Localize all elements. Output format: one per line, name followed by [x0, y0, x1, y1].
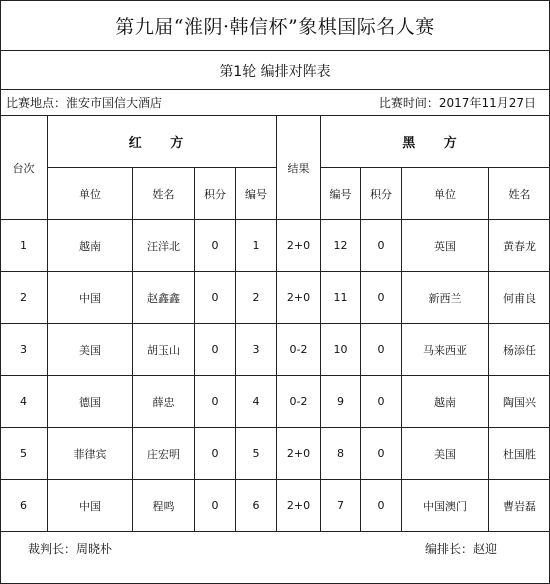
cell-red-number: 5 — [252, 447, 260, 460]
cell-black-number: 10 — [333, 343, 348, 356]
header-black-name: 姓名 — [508, 187, 531, 201]
cell-black-number: 11 — [333, 291, 348, 304]
cell-black-number: 7 — [337, 499, 344, 512]
cell-black-unit: 越南 — [434, 395, 456, 409]
date-text: 比赛时间：2017年11月27日 — [378, 96, 536, 110]
cell-red-unit: 中国 — [79, 291, 101, 305]
header-red-name: 姓名 — [152, 187, 175, 201]
header-black-side: 黑 方 — [402, 136, 469, 151]
cell-black-name: 曹岩磊 — [503, 499, 536, 513]
header-table-no: 台次 — [12, 161, 35, 175]
cell-red-number: 4 — [252, 395, 260, 408]
cell-table-no: 1 — [20, 239, 27, 252]
cell-black-unit: 英国 — [434, 239, 456, 253]
header-result: 结果 — [287, 161, 310, 175]
cell-result: 0-2 — [289, 343, 308, 356]
cell-red-number: 6 — [252, 499, 260, 512]
cell-red-number: 1 — [252, 239, 260, 252]
cell-black-points: 0 — [377, 447, 385, 460]
cell-red-number: 3 — [252, 343, 260, 356]
cell-table-no: 6 — [20, 499, 27, 512]
cell-black-unit: 马来西亚 — [423, 343, 467, 357]
header-red-unit: 单位 — [79, 187, 101, 201]
cell-result: 2+0 — [286, 239, 311, 252]
cell-table-no: 4 — [20, 395, 27, 408]
header-red-number: 编号 — [245, 187, 267, 201]
cell-red-name: 汪洋北 — [147, 239, 180, 253]
cell-red-name: 胡玉山 — [147, 343, 180, 357]
cell-red-name: 薛忠 — [152, 395, 175, 409]
cell-table-no: 3 — [20, 343, 27, 356]
cell-red-unit: 中国 — [79, 499, 101, 513]
cell-black-unit: 新西兰 — [428, 291, 462, 305]
round-subtitle: 第1轮 编排对阵表 — [219, 64, 331, 80]
cell-table-no: 2 — [20, 291, 27, 304]
cell-black-unit: 中国澳门 — [423, 499, 467, 513]
chief-arranger: 编排长：赵迎 — [425, 542, 498, 556]
header-black-unit: 单位 — [434, 187, 456, 201]
cell-red-name: 庄宏明 — [147, 447, 180, 461]
cell-black-name: 杜国胜 — [503, 447, 536, 461]
cell-red-points: 0 — [211, 343, 219, 356]
cell-black-points: 0 — [377, 239, 385, 252]
cell-red-name: 程鸣 — [152, 499, 175, 513]
cell-black-points: 0 — [377, 499, 385, 512]
cell-table-no: 5 — [20, 447, 27, 460]
cell-result: 2+0 — [286, 291, 311, 304]
cell-red-unit: 越南 — [79, 239, 101, 253]
header-red-side: 红 方 — [128, 136, 196, 151]
cell-result: 2+0 — [286, 447, 311, 460]
cell-red-unit: 美国 — [79, 343, 101, 357]
cell-black-unit: 美国 — [434, 447, 456, 461]
cell-red-points: 0 — [211, 447, 219, 460]
cell-red-points: 0 — [211, 291, 219, 304]
cell-black-number: 12 — [333, 239, 348, 252]
cell-black-number: 9 — [337, 395, 344, 408]
cell-red-name: 赵鑫鑫 — [147, 291, 180, 305]
cell-red-unit: 菲律宾 — [73, 447, 107, 461]
cell-result: 0-2 — [289, 395, 308, 408]
cell-red-points: 0 — [211, 395, 219, 408]
cell-black-name: 何甫良 — [503, 291, 536, 305]
page-title: 第九届“淮阴·韩信杯”象棋国际名人赛 — [115, 15, 435, 38]
venue-text: 比赛地点：淮安市国信大酒店 — [6, 96, 163, 110]
cell-black-points: 0 — [377, 395, 385, 408]
cell-red-unit: 德国 — [79, 395, 101, 409]
cell-black-name: 陶国兴 — [503, 395, 536, 409]
header-black-points: 积分 — [370, 187, 392, 201]
cell-black-points: 0 — [377, 291, 385, 304]
chief-referee: 裁判长：周晓朴 — [28, 542, 113, 556]
cell-red-points: 0 — [211, 499, 219, 512]
info-bar — [0, 89, 550, 115]
cell-black-name: 黄春龙 — [503, 239, 536, 253]
cell-black-number: 8 — [337, 447, 344, 460]
header-red-points: 积分 — [204, 187, 226, 201]
header-black-number: 编号 — [329, 187, 352, 201]
cell-red-number: 2 — [252, 291, 260, 304]
cell-red-points: 0 — [211, 239, 219, 252]
cell-result: 2+0 — [286, 499, 311, 512]
cell-black-points: 0 — [377, 343, 385, 356]
cell-black-name: 杨添任 — [503, 343, 536, 357]
